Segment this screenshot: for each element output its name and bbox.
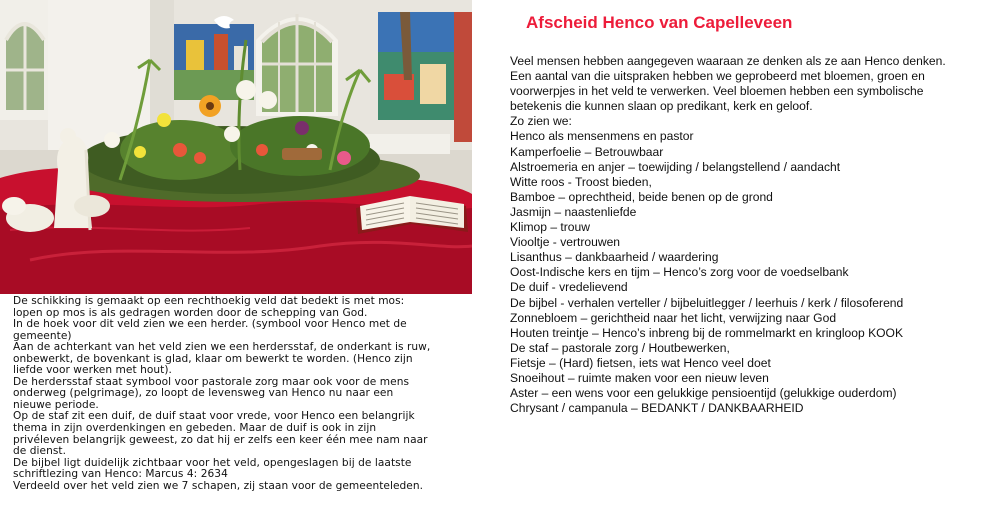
list-item: De staf – pastorale zorg / Houtbewerken, bbox=[510, 340, 730, 355]
photo-caption: De schikking is gemaakt op een rechthoekig veld dat bedekt is met mos: lopen op mos is als gedragen worden door de schepping van God. In de hoek voor dit veld zien we een herder. (symbool voor Henco met de gemeente) Aan de achterkant van het veld zien we een herdersstaf, de onderkant is ruw, onbewerkt, de bovenkant is glad, klaar om bewerkt te worden. (Henco zijn liefde voor werken met hout). De herdersstaf staat symbool voor pastorale zorg maar ook voor de mens onderweg (pelgrimage), zo loopt de levensweg van Henco nu naar een nieuwe periode. Op de staf zit een duif, de duif staat voor vrede, voor Henco een belangrijk thema in zijn overdenkingen en gebeden. Maar de duif is ook in zijn privéleven belangrijk geweest, zo dat hij er zelfs een keer één mee nam naar de dienst. De bijbel ligt duidelijk zichtbaar voor het veld, opengeslagen bij de laatste schriftlezing van Henco: Marcus 4: 2634 Verdeeld over het veld zien we 7 schapen, zij staan voor de gemeenteleden. bbox=[13, 295, 431, 492]
list-item: Snoeihout – ruimte maken voor een nieuw leven bbox=[510, 370, 769, 385]
list-item: Jasmijn – naastenliefde bbox=[510, 204, 637, 219]
list-item: Viooltje - vertrouwen bbox=[510, 235, 621, 250]
symbol-list bbox=[510, 129, 950, 416]
flower-arrangement-photo bbox=[0, 0, 472, 294]
list-item: Henco als mensenmens en pastor bbox=[510, 129, 694, 144]
list-item: De bijbel - verhalen verteller / bijbeluitlegger / leerhuis / kerk / filosoferend bbox=[510, 295, 904, 310]
list-item: Bamboe – oprechtheid, beide benen op de grond bbox=[510, 189, 773, 204]
list-item: Aster – een wens voor een gelukkige pensioentijd (gelukkige ouderdom) bbox=[510, 386, 897, 401]
intro-paragraph: Veel mensen hebben aangegeven waaraan ze denken als ze aan Henco denken. Een aantal van die uitspraken hebben we geprobeerd met bloemen, groen en voorwerpjes in het veld te verwerken. Veel bloemen hebben een symbolische betekenis die kunnen slaan op predikant, kerk en geloof. bbox=[510, 54, 946, 114]
list-item: De duif - vredelievend bbox=[510, 280, 628, 295]
list-item: Houten treintje – Henco’s inbreng bij de rommelmarkt en kringloop KOOK bbox=[510, 325, 904, 340]
list-item: Lisanthus – dankbaarheid / waardering bbox=[510, 250, 719, 265]
list-heading: Zo zien we: bbox=[510, 114, 572, 129]
list-item: Klimop – trouw bbox=[510, 220, 590, 235]
list-item: Alstroemeria en anjer – toewijding / belangstellend / aandacht bbox=[510, 159, 841, 174]
intro-text-block bbox=[510, 54, 950, 416]
list-item: Witte roos - Troost bieden, bbox=[510, 174, 652, 189]
page-title: Afscheid Henco van Capelleveen bbox=[526, 13, 793, 32]
list-item: Kamperfoelie – Betrouwbaar bbox=[510, 144, 664, 159]
list-item: Fietsje – (Hard) fietsen, iets wat Henco veel doet bbox=[510, 355, 771, 370]
list-item: Zonnebloem – gerichtheid naar het licht, verwijzing naar God bbox=[510, 310, 837, 325]
list-item: Oost-Indische kers en tijm – Henco’s zorg voor de voedselbank bbox=[510, 265, 849, 280]
left-window bbox=[0, 0, 48, 120]
list-item: Chrysant / campanula – BEDANKT / DANKBAARHEID bbox=[510, 401, 804, 416]
